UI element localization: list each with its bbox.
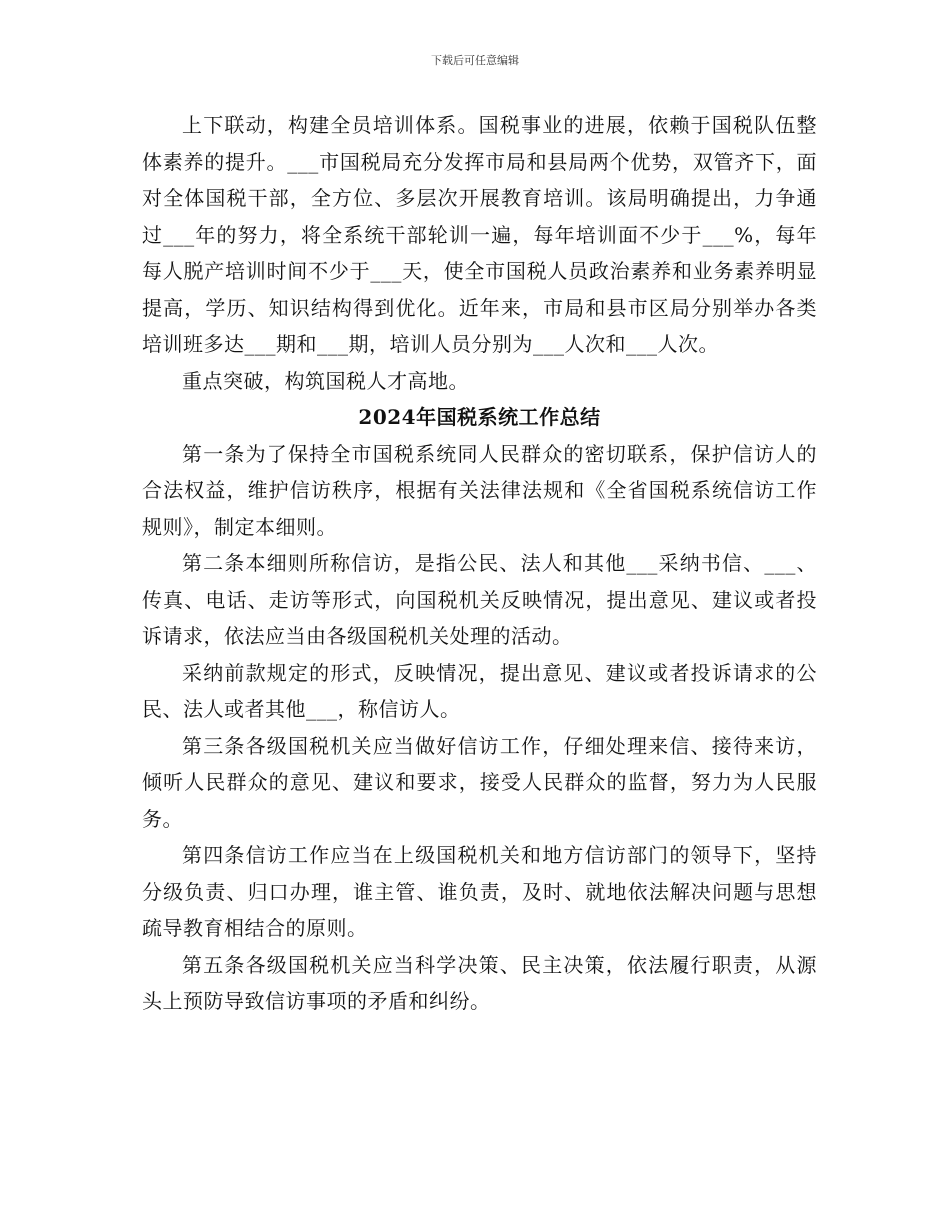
paragraph-article-2-cont: 采纳前款规定的形式，反映情况，提出意见、建议或者投诉请求的公民、法人或者其他___，称信访人。	[142, 660, 817, 721]
paragraph-article-4: 第四条信访工作应当在上级国税机关和地方信访部门的领导下，坚持分级负责、归口办理，谁主管、谁负责，及时、就地依法解决问题与思想疏导教育相结合的原则。	[142, 843, 817, 940]
paragraph-talent-highland: 重点突破，构筑国税人才高地。	[182, 368, 469, 393]
paragraph-article-3: 第三条各级国税机关应当做好信访工作，仔细处理来信、接待来访，倾听人民群众的意见、建议和要求，接受人民群众的监督，努力为人民服务。	[142, 733, 817, 831]
paragraph-article-5: 第五条各级国税机关应当科学决策、民主决策，依法履行职责，从源头上预防导致信访事项的矛盾和纠纷。	[142, 952, 817, 1013]
section-title: 2024年国税系统工作总结	[358, 405, 601, 429]
paragraph-training-system: 上下联动，构建全员培训体系。国税事业的进展，依赖于国税队伍整体素养的提升。___市国税局充分发挥市局和县局两个优势，双管齐下，面对全体国税干部，全方位、多层次开展教育培训。该局明确提出，力争通过___年的努力，将全系统干部轮训一遍，每年培训面不少于___%，每年每人脱产培训时间不少于___天，使全市国税人员政治素养和业务素养明显提高，学历、知识结构得到优化。近年来，市局和县市区局分别举办各类培训班多达___期和___期，培训人员分别为___人次和___人次。	[142, 113, 817, 356]
page-header-note: 下载后可任意编辑	[431, 54, 519, 67]
document-body	[142, 107, 817, 1020]
paragraph-article-2: 第二条本细则所称信访，是指公民、法人和其他___采纳书信、___、传真、电话、走访等形式，向国税机关反映情况，提出意见、建议或者投诉请求，依法应当由各级国税机关处理的活动。	[142, 551, 817, 648]
paragraph-article-1: 第一条为了保持全市国税系统同人民群众的密切联系，保护信访人的合法权益，维护信访秩序，根据有关法律法规和《全省国税系统信访工作规则》，制定本细则。	[142, 441, 817, 539]
